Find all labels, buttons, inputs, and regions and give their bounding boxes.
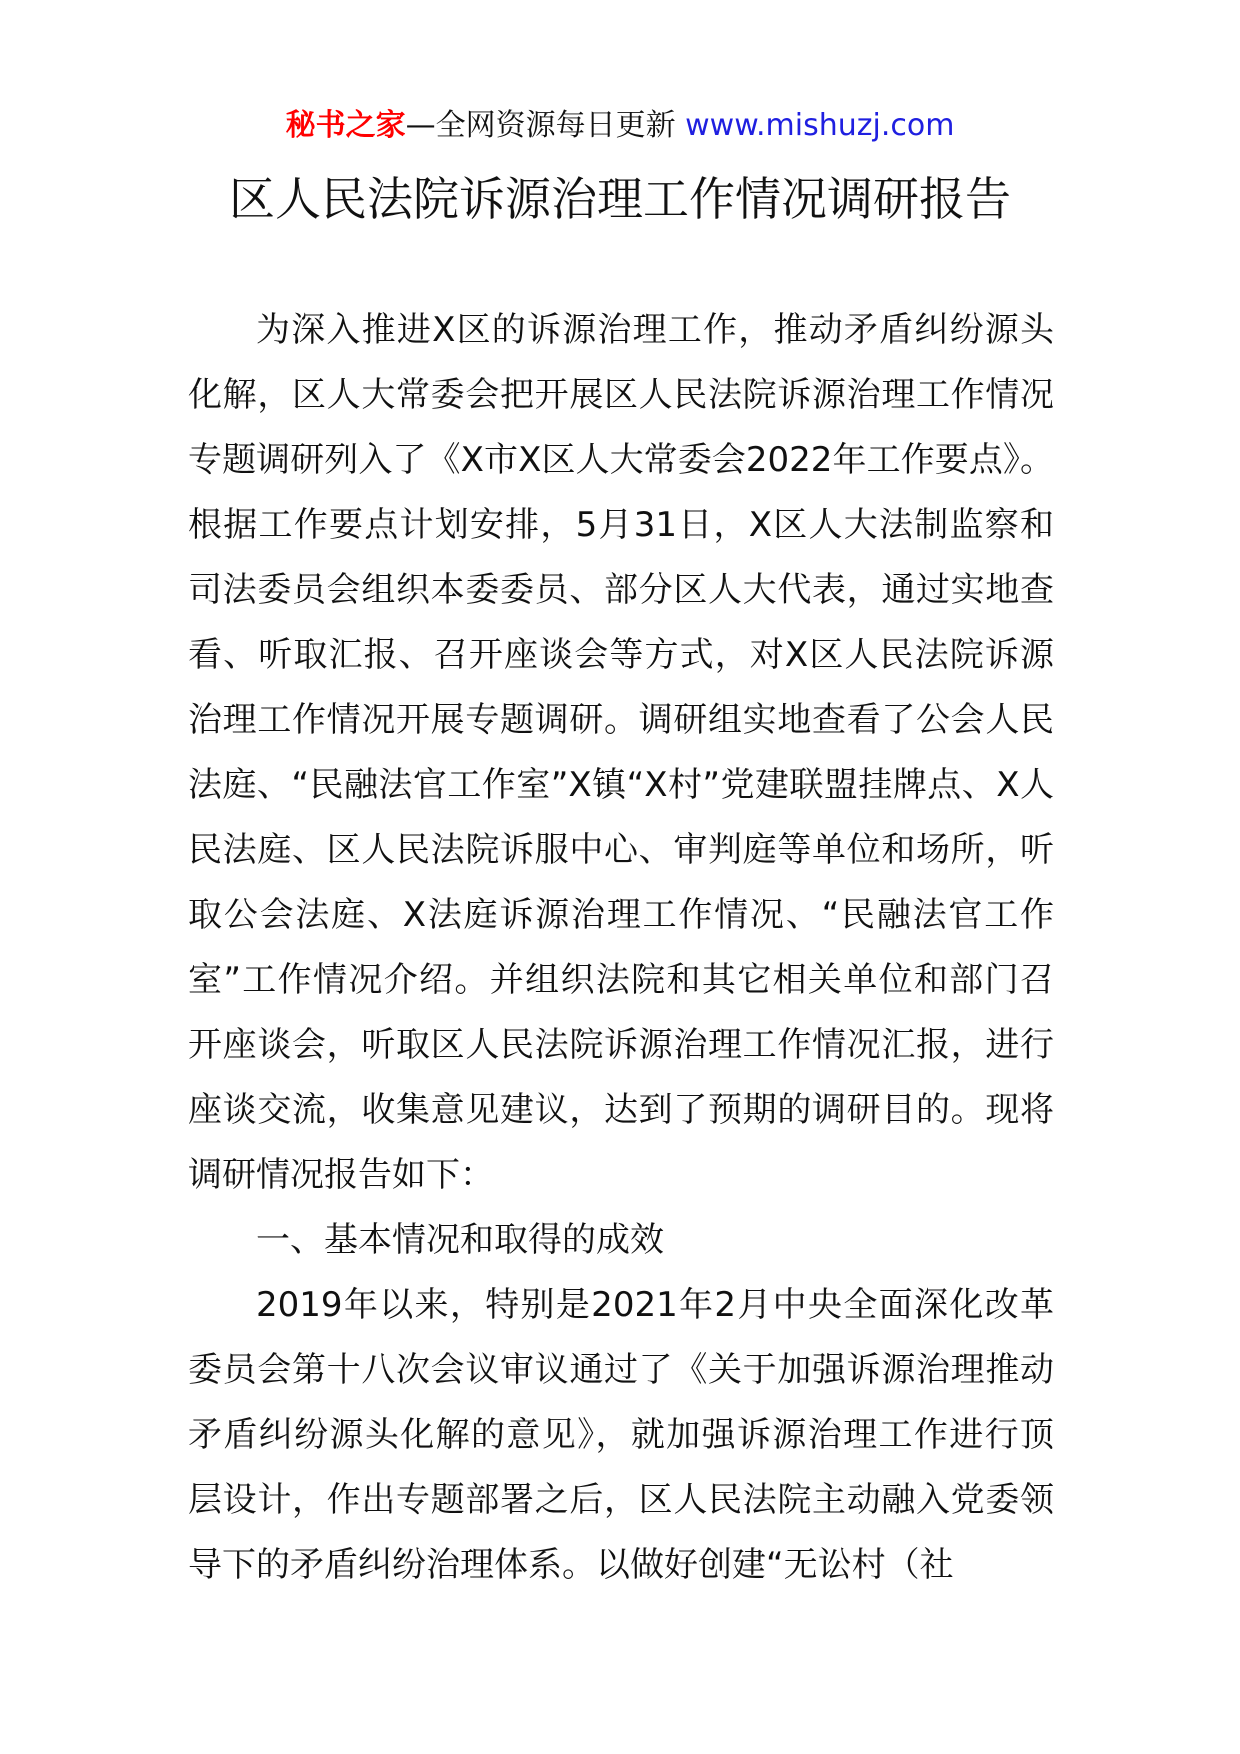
site-url-link[interactable]: www.mishuzj.com	[685, 108, 955, 143]
document-body	[188, 298, 1054, 1598]
site-brand: 秘书之家	[285, 108, 406, 143]
site-header	[0, 104, 1240, 148]
site-slogan: —全网资源每日更新	[405, 108, 686, 143]
paragraph-intro: 为深入推进X区的诉源治理工作，推动矛盾纠纷源头化解，区人大常委会把开展区人民法院诉源治理工作情况专题调研列入了《X市X区人大常委会2022年工作要点》。根据工作要点计划安排，5月31日，X区人大法制监察和司法委员会组织本委委员、部分区人大代表，通过实地查看、听取汇报、召开座谈会等方式，对X区人民法院诉源治理工作情况开展专题调研。调研组实地查看了公会人民法庭、“民融法官工作室”X镇“X村”党建联盟挂牌点、X人民法庭、区人民法院诉服中心、审判庭等单位和场所，听取公会法庭、X法庭诉源治理工作情况、“民融法官工作室”工作情况介绍。并组织法院和其它相关单位和部门召开座谈会，听取区人民法院诉源治理工作情况汇报，进行座谈交流，收集意见建议，达到了预期的调研目的。现将调研情况报告如下：	[188, 310, 1054, 1195]
document-title: 区人民法院诉源治理工作情况调研报告	[229, 172, 1011, 226]
section-heading: 一、基本情况和取得的成效	[256, 1220, 664, 1260]
paragraph-section-1: 2019年以来，特别是2021年2月中央全面深化改革委员会第十八次会议审议通过了《关于加强诉源治理推动矛盾纠纷源头化解的意见》，就加强诉源治理工作进行顶层设计，作出专题部署之后，区人民法院主动融入党委领导下的矛盾纠纷治理体系。以做好创建“无讼村（社	[188, 1285, 1054, 1585]
